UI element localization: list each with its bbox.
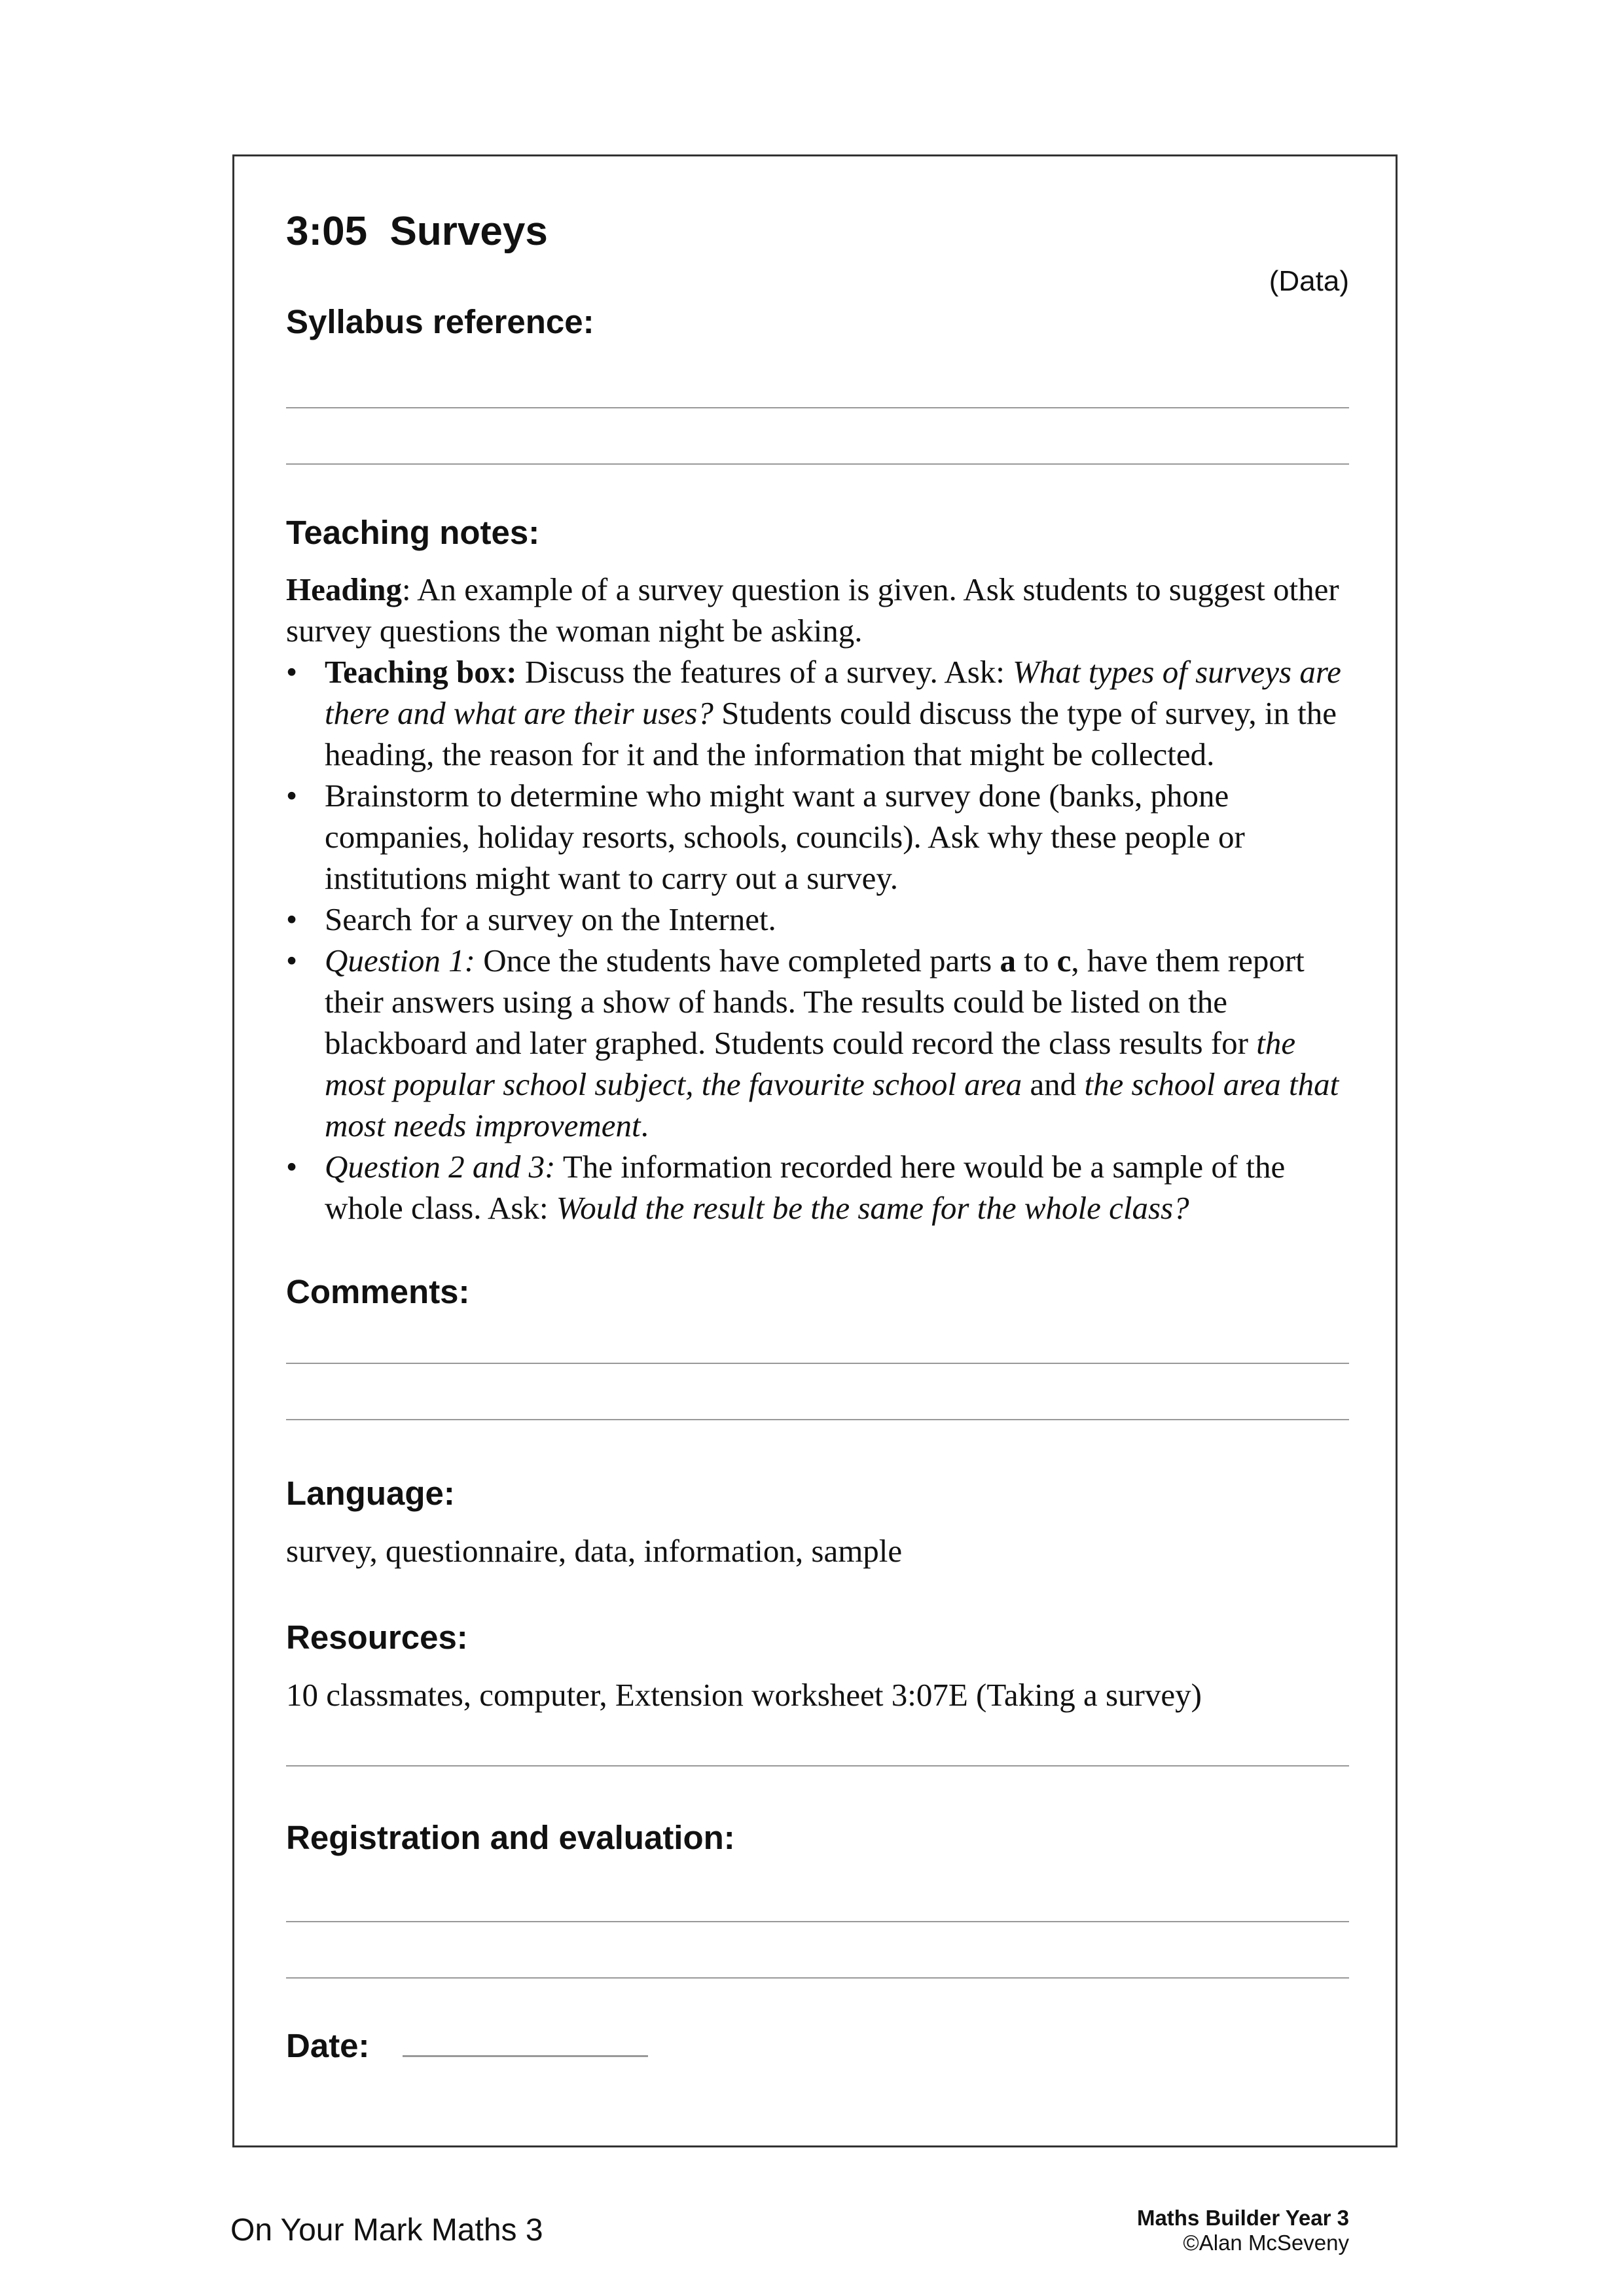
footer-credit	[1137, 2206, 1349, 2255]
language-heading: Language:	[286, 1475, 455, 1512]
registration-heading: Registration and evaluation:	[286, 1819, 735, 1856]
syllabus-line-1	[286, 407, 1349, 408]
registration-line-1	[286, 1921, 1349, 1922]
list-item: • Brainstorm to determine who might want a survey done (banks, phone companies, holiday resorts, schools, councils). Ask why these people or institutions might want to carry out a survey.	[325, 775, 1360, 899]
resources-heading: Resources:	[286, 1619, 468, 1656]
date-field-line	[403, 2055, 648, 2057]
language-text: survey, questionnaire, data, information, sample	[286, 1533, 903, 1569]
topic-tag: (Data)	[1269, 265, 1349, 297]
comments-heading: Comments:	[286, 1273, 470, 1310]
list-item: • Question 2 and 3: The information recorded here would be a sample of the whole class. Ask: Would the result be the same for the whole class?	[325, 1146, 1360, 1229]
date-label: Date:	[286, 2027, 370, 2064]
syllabus-heading: Syllabus reference:	[286, 303, 594, 340]
comments-line-1	[286, 1363, 1349, 1364]
registration-line-2	[286, 1977, 1349, 1979]
teaching-notes-heading: Teaching notes:	[286, 514, 540, 551]
syllabus-line-2	[286, 463, 1349, 465]
list-item: • Teaching box: Discuss the features of a survey. Ask: What types of surveys are there and what are their uses? Students could discuss the type of survey, in the heading, the reason for it and the information that might be collected.	[325, 651, 1360, 775]
footer-book-title: Maths Builder Year 3	[1136, 2206, 1349, 2230]
teaching-notes-list	[286, 651, 1360, 1229]
heading-note: Heading: An example of a survey question is given. Ask students to suggest other survey questions the woman night be asking.	[286, 571, 1339, 649]
footer-series: On Your Mark Maths 3	[230, 2213, 543, 2248]
resources-line	[286, 1765, 1349, 1767]
comments-line-2	[286, 1419, 1349, 1420]
resources-text: 10 classmates, computer, Extension worksheet 3:07E (Taking a survey)	[286, 1677, 1202, 1713]
page-title: 3:05 Surveys	[286, 209, 548, 254]
list-item: • Search for a survey on the Internet.	[325, 899, 1360, 940]
teaching-notes-body	[286, 569, 1360, 1229]
footer-copyright: ©Alan McSeveny	[1183, 2231, 1349, 2255]
list-item: • Question 1: Once the students have completed parts a to c, have them report their answers using a show of hands. The results could be listed on the blackboard and later graphed. Students could record the class results for the most popular school subject, the favourite school area and the school area that most needs improvement.	[325, 940, 1360, 1146]
